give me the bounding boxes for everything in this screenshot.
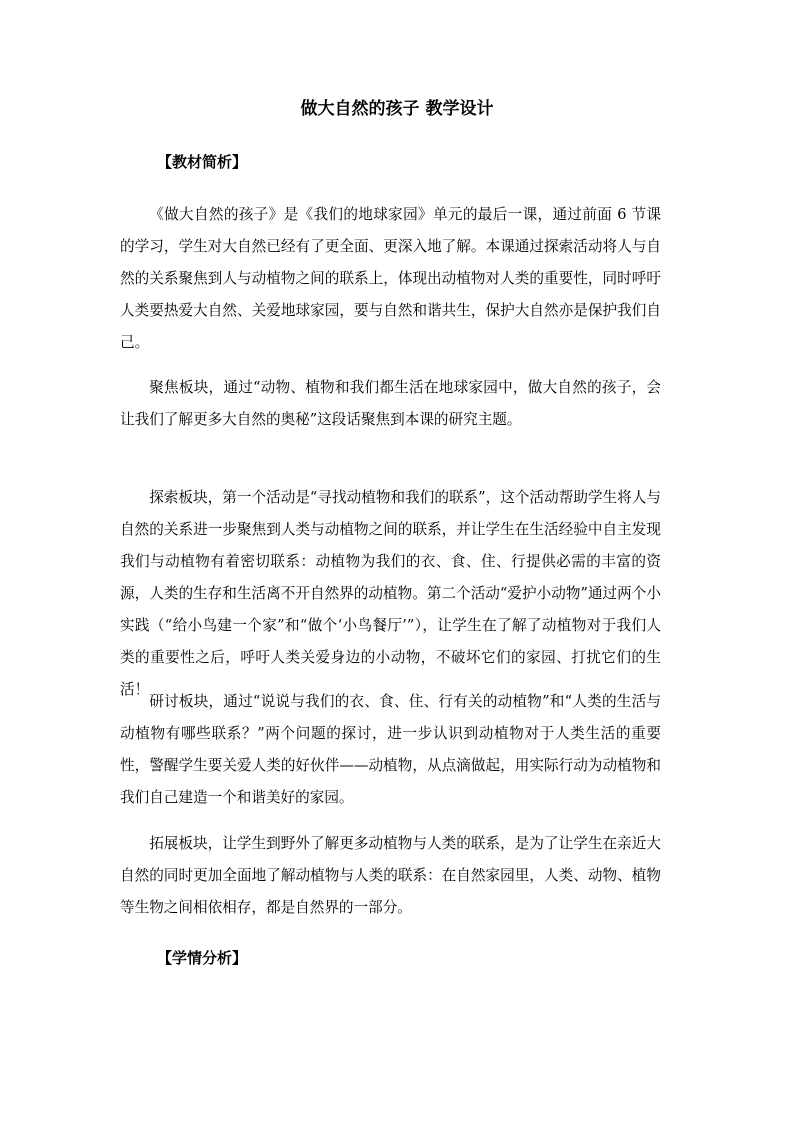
document-title: 做大自然的孩子 教学设计 [300,99,494,119]
paragraph-extension-section: 拓展板块，让学生到野外了解更多动植物与人类的联系，是为了让学生在亲近大自然的同时更加全面地了解动植物与人类的联系：在自然家园里，人类、动物、植物等生物之间相依相存，都是自然界的一部分。 [120,835,661,916]
section-heading-learner-analysis: 【学情分析】 [157,949,248,967]
paragraph-discussion-section: 研讨板块，通过“说说与我们的衣、食、住、行有关的动植物”和“人类的生活与动植物有哪些联系？”两个问题的探讨，进一步认识到动植物对于人类生活的重要性，警醒学生要关爱人类的好伙伴——动植物，从点滴做起，用实际行动为动植物和我们自己建造一个和谐美好的家园。 [120,693,661,806]
section-heading-textbook-analysis: 【教材简析】 [157,153,248,171]
paragraph-lesson-overview: 《做大自然的孩子》是《我们的地球家园》单元的最后一课，通过前面 6 节课的学习，学生对大自然已经有了更全面、更深入地了解。本课通过探索活动将人与自然的关系聚焦到人与动植物之间的联系上，体现出动植物对人类的重要性，同时呼吁人类要热爱大自然、关爱地球家园，要与自然和谐共生，保护大自然亦是保护我们自己。 [120,206,661,351]
paragraph-focus-section: 聚焦板块，通过“动物、植物和我们都生活在地球家园中，做大自然的孩子，会让我们了解更多大自然的奥秘”这段话聚焦到本课的研究主题。 [120,379,661,428]
paragraph-explore-section: 探索板块，第一个活动是“寻找动植物和我们的联系”，这个活动帮助学生将人与自然的关系进一步聚焦到人类与动植物之间的联系，并让学生在生活经验中自主发现我们与动植物有着密切联系：动植物为我们的衣、食、住、行提供必需的丰富的资源，人类的生存和生活离不开自然界的动植物。第二个活动“爱护小动物”通过两个小实践（“给小鸟建一个家”和“做个‘小鸟餐厅’”），让学生在了解了动植物对于我们人类的重要性之后，呼吁人类关爱身边的小动物，不破坏它们的家园、打扰它们的生活！ [120,489,661,698]
